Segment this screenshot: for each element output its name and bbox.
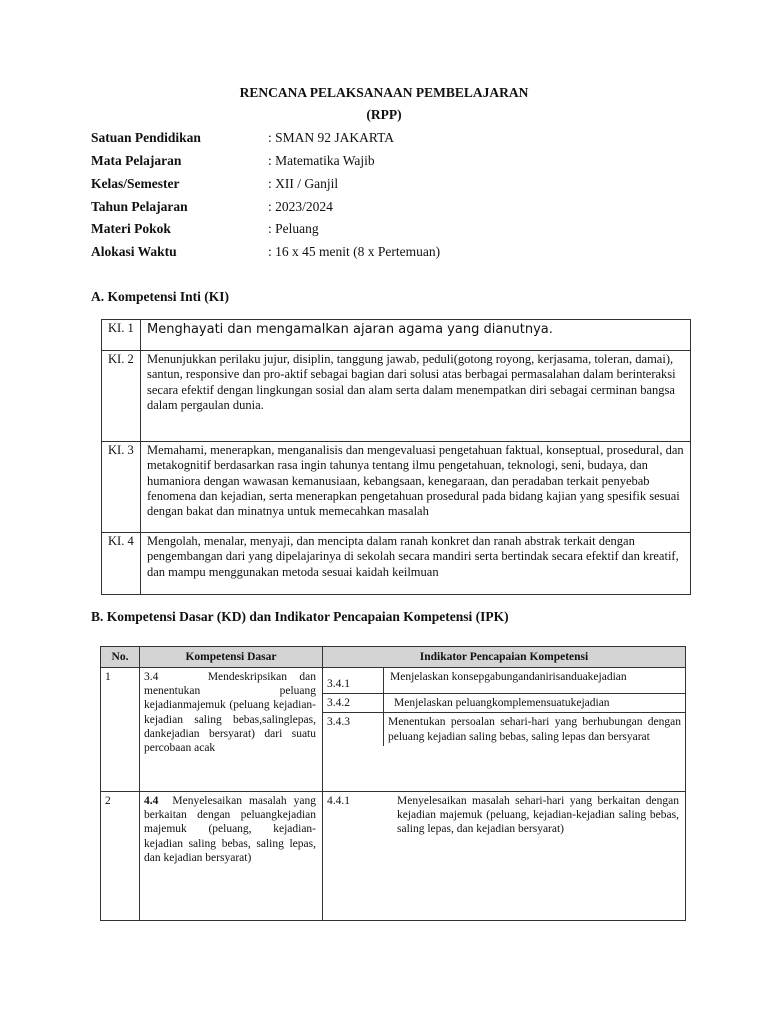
kd-row bbox=[101, 668, 686, 792]
info-label: Alokasi Waktu bbox=[91, 244, 177, 259]
ki-text: Menunjukkan perilaku jujur, disiplin, tanggung jawab, peduli(gotong royong, kerjasama, toleran, damai), santun, responsive dan pro-aktif sebagai bagian dari solusi atas berbagai permasalahan dalam berinteraksi secara efektif dengan lingkungan sosial dan alam serta dalam menempatkan diri sebagai cerminan bangsa dalam pergaulan dunia. bbox=[141, 351, 691, 442]
kd-description bbox=[144, 794, 316, 865]
kd-header-row bbox=[101, 647, 686, 668]
info-value: : Matematika Wajib bbox=[268, 153, 375, 168]
kd-cell bbox=[140, 668, 323, 792]
ki-code: KI. 1 bbox=[102, 320, 141, 351]
info-row bbox=[91, 199, 691, 217]
info-row bbox=[91, 221, 691, 239]
ipk-item bbox=[323, 713, 685, 746]
header-no: No. bbox=[101, 647, 140, 668]
ki-code: KI. 4 bbox=[102, 533, 141, 595]
row-no: 2 bbox=[101, 792, 140, 921]
ipk-text: Menjelaskan konsepgabungandanirisanduakejadian bbox=[384, 668, 686, 694]
kd-row bbox=[101, 792, 686, 921]
row-no: 1 bbox=[101, 668, 140, 792]
info-label: Satuan Pendidikan bbox=[91, 130, 201, 145]
ki-code: KI. 2 bbox=[102, 351, 141, 442]
ipk-code: 3.4.1 bbox=[323, 668, 384, 694]
info-label: Tahun Pelajaran bbox=[91, 199, 188, 214]
info-label: Kelas/Semester bbox=[91, 176, 180, 191]
ki-text: Memahami, menerapkan, menganalisis dan mengevaluasi pengetahuan faktual, konseptual, prosedural, dan metakognitif berdasarkan rasa ingin tahunya tentang ilmu pengetahuan, teknologi, seni, budaya, dan humaniora dengan wawasan kemanusiaan, kebangsaan, kenegaraan, dan peradaban terkait penyebab fenomena dan kejadian, serta menerapkan pengetahuan prosedural pada bidang kajian yang spesifik sesuai dengan bakat dan minatnya untuk memecahkan masalah bbox=[141, 442, 691, 533]
ipk-item bbox=[323, 792, 685, 839]
section-b-heading: B. Kompetensi Dasar (KD) dan Indikator Pencapaian Kompetensi (IPK) bbox=[91, 609, 509, 624]
ipk-text: Menentukan persoalan sehari-hari yang berhubungan dengan peluang kejadian saling bebas, saling lepas dan bersyarat bbox=[388, 716, 681, 743]
ipk-text: Menyelesaikan masalah sehari-hari yang berkaitan dengan kejadian majemuk (peluang, kejadian-kejadian saling bebas, saling lepas, dan kejadian bersyarat) bbox=[397, 795, 679, 836]
header-ipk: Indikator Pencapaian Kompetensi bbox=[323, 647, 686, 668]
info-label: Mata Pelajaran bbox=[91, 153, 182, 168]
kd-code: 3.4 bbox=[144, 671, 159, 683]
ipk-code: 3.4.3 bbox=[323, 713, 384, 746]
kd-text: Menyelesaikan masalah yang berkaitan dengan peluangkejadian majemuk (peluang, kejadian-kejadian saling bebas, saling lepas, dan kejadian bersyarat) bbox=[144, 795, 316, 864]
ipk-item bbox=[323, 668, 685, 694]
info-row bbox=[91, 153, 691, 171]
kd-code: 4.4 bbox=[144, 795, 159, 807]
ipk-cell bbox=[323, 792, 686, 921]
ki-row bbox=[102, 533, 691, 595]
ipk-list bbox=[323, 792, 685, 839]
ki-table bbox=[101, 319, 691, 595]
ipk-cell bbox=[323, 668, 686, 792]
ipk-text: Menjelaskan peluangkomplemensuatukejadian bbox=[384, 694, 686, 713]
info-row bbox=[91, 176, 691, 194]
document-title: RENCANA PELAKSANAAN PEMBELAJARAN bbox=[239, 85, 529, 100]
info-value: : SMAN 92 JAKARTA bbox=[268, 130, 394, 145]
info-row bbox=[91, 130, 691, 148]
ipk-code: 3.4.2 bbox=[323, 694, 384, 713]
kd-table bbox=[100, 646, 686, 921]
ipk-item bbox=[323, 694, 685, 713]
ki-code: KI. 3 bbox=[102, 442, 141, 533]
kd-description bbox=[144, 670, 316, 755]
document-subtitle: (RPP) bbox=[366, 107, 402, 122]
ipk-code: 4.4.1 bbox=[327, 795, 350, 807]
info-value: : 2023/2024 bbox=[268, 199, 333, 214]
kd-text: Mendeskripsikan dan menentukan peluang kejadianmajemuk (peluang kejadian-kejadian saling bebas,salinglepas, dankejadian bersyarat) dari suatu percobaan acak bbox=[144, 671, 316, 755]
info-value: : 16 x 45 menit (8 x Pertemuan) bbox=[268, 244, 441, 259]
header-kd: Kompetensi Dasar bbox=[140, 647, 323, 668]
ki-text: Menghayati dan mengamalkan ajaran agama yang dianutnya. bbox=[141, 320, 691, 351]
info-label: Materi Pokok bbox=[91, 221, 171, 236]
ki-row bbox=[102, 320, 691, 351]
kd-cell bbox=[140, 792, 323, 921]
section-a-heading: A. Kompetensi Inti (KI) bbox=[91, 289, 229, 304]
info-value: : XII / Ganjil bbox=[268, 176, 339, 191]
ki-row bbox=[102, 351, 691, 442]
ki-row bbox=[102, 442, 691, 533]
ki-text: Mengolah, menalar, menyaji, dan mencipta dalam ranah konkret dan ranah abstrak terkait dengan pengembangan dari yang dipelajarinya di sekolah secara mandiri serta bertindak secara efektif dan kreatif, dan mampu menggunakan metoda sesuai kaidah keilmuan bbox=[141, 533, 691, 595]
info-value: : Peluang bbox=[268, 221, 319, 236]
ipk-list bbox=[323, 668, 685, 746]
info-row bbox=[91, 244, 691, 262]
